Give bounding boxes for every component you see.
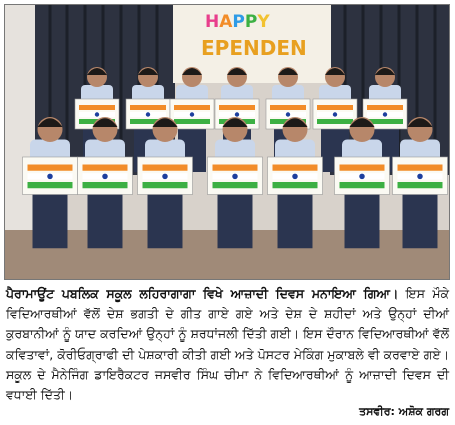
svg-text:EPENDEN: EPENDEN (201, 36, 307, 60)
article-body: ਇਸ ਮੌਕੇ ਵਿਦਿਆਰਥੀਆਂ ਵੱਲੋਂ ਦੇਸ਼ ਭਗਤੀ ਦੇ ਗੀਤ ਗਾਏ ਗਏ ਅਤੇ ਦੇਸ਼ ਦੇ ਸ਼ਹੀਦਾਂ ਅਤੇ ਉਨ੍ਹਾਂ ਦੀਆਂ ਕੁਰਬਾਨੀਆਂ ਨੂੰ ਯਾਦ ਕਰਦਿਆਂ ਉਨ੍ਹਾਂ ਨੂੰ ਸ਼ਰਧਾਂਜਲੀ ਦਿੱਤੀ ਗਈ। ਇਸ ਦੌਰਾਨ ਵਿਦਿਆਰਥੀਆਂ ਵੱਲੋਂ ਕਵਿਤਾਵਾਂ, ਕੋਰੀਓਗ੍ਰਾਫੀ ਦੀ ਪੇਸ਼ਕਾਰੀ ਕੀਤੀ ਗਈ ਅਤੇ ਪੋਸਟਰ ਮੇਕਿੰਗ ਮੁਕਾਬਲੇ ਵੀ ਕਰਵਾਏ ਗਏ। ਸਕੂਲ ਦੇ ਮੈਨੇਜਿੰਗ ਡਾਇਰੈਕਟਰ ਜਸਵੀਰ ਸਿੰਘ ਚੀਮਾ ਨੇ ਵਿਦਿਆਰਥੀਆਂ ਨੂੰ ਆਜ਼ਾਦੀ ਦਿਵਸ ਦੀ ਵਧਾਈ ਦਿੱਤੀ। (6, 286, 449, 403)
svg-text:HAPPY: HAPPY (205, 12, 270, 32)
news-photo (4, 4, 450, 280)
students-with-posters-image (5, 5, 449, 279)
photo-credit: ਤਸਵੀਰ: ਅਸ਼ੋਕ ਗਰਗ (359, 405, 449, 418)
headline: ਪੈਰਾਮਾਊਂਟ ਪਬਲਿਕ ਸਕੂਲ ਲਹਿਰਾਗਾਗਾ ਵਿਖੇ ਆਜ਼ਾਦੀ ਦਿਵਸ ਮਨਾਇਆ ਗਿਆ। (6, 286, 399, 301)
article-caption (6, 284, 449, 405)
